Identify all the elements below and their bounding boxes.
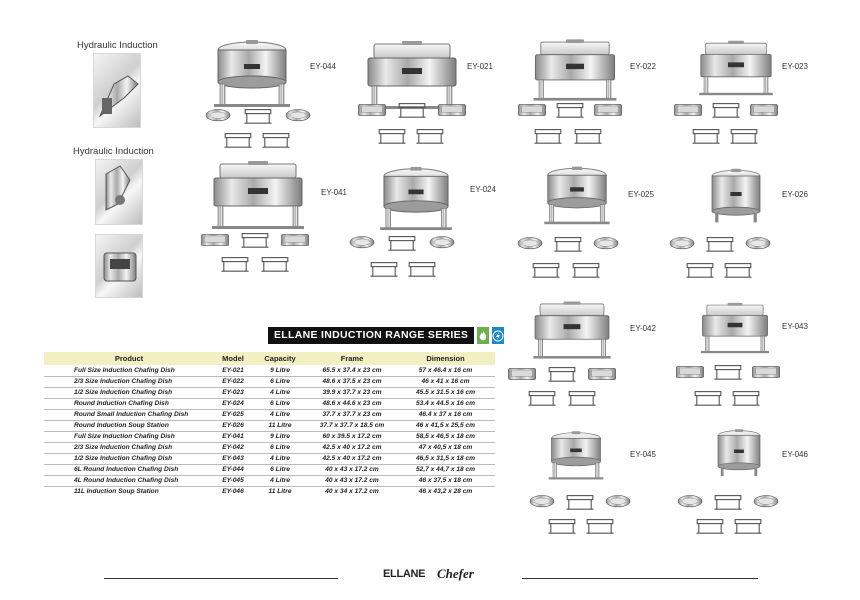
- part-frame-image: [552, 234, 584, 254]
- cell-model: EY-042: [214, 442, 252, 453]
- cell-product: 6L Round Induction Chafing Dish: [44, 464, 214, 475]
- cell-model: EY-044: [214, 464, 252, 475]
- chefer-logo: Chefer: [437, 566, 474, 581]
- part-pan-image: [592, 100, 624, 120]
- part-frame-image: [684, 260, 716, 280]
- part-frame-image: [219, 254, 251, 274]
- cell-capacity: 6 Litre: [252, 398, 308, 409]
- round-chafing-dish-image: [534, 160, 620, 230]
- cell-dimension: 46 x 37,5 x 18 cm: [396, 475, 495, 486]
- part-frame-image: [692, 388, 724, 408]
- part-pan-image: [356, 100, 388, 120]
- table-row: [44, 376, 495, 387]
- product-ey-041: [203, 160, 353, 280]
- table-row: [44, 409, 495, 420]
- part-frame-image: [728, 126, 760, 146]
- product-code: EY-024: [470, 185, 496, 194]
- part-pan-image: [586, 364, 618, 384]
- cell-capacity: 6 Litre: [252, 376, 308, 387]
- cell-capacity: 4 Litre: [252, 453, 308, 464]
- part-pan-image: [516, 100, 548, 120]
- table-header-row: [44, 352, 495, 365]
- cell-dimension: 57 x 46.4 x 16 cm: [396, 365, 495, 376]
- flame-leaf-icon: [477, 327, 489, 344]
- part-frame-image: [564, 492, 596, 512]
- product-code: EY-045: [630, 450, 656, 459]
- part-ring-image: [666, 234, 698, 254]
- part-frame-image: [732, 516, 764, 536]
- part-frame-image: [554, 100, 586, 120]
- cell-product: Round Small Induction Chafing Dish: [44, 409, 214, 420]
- cell-dimension: 46 x 43,2 x 28 cm: [418, 488, 473, 496]
- ellane-logo: ELLANE: [383, 568, 426, 580]
- part-ring-image: [526, 492, 558, 512]
- series-banner: [268, 327, 496, 344]
- part-ring-image: [674, 492, 706, 512]
- cell-model: EY-021: [214, 365, 252, 376]
- cell-model: EY-022: [214, 376, 252, 387]
- part-frame-image: [570, 260, 602, 280]
- cell-dimension: 46 x 41 x 16 cm: [396, 376, 495, 387]
- part-frame-image: [722, 260, 754, 280]
- part-frame-image: [239, 230, 271, 250]
- cell-product: Full Size Induction Chafing Dish: [44, 431, 214, 442]
- part-pan-image: [748, 100, 780, 120]
- product-code: EY-042: [630, 324, 656, 333]
- table-row: [44, 365, 495, 376]
- rect-chafing-dish-image: [530, 296, 614, 364]
- cell-capacity: 11 Litre: [252, 420, 308, 431]
- part-frame-image: [730, 388, 762, 408]
- cell-frame: 42.5 x 40 x 17.2 cm: [308, 442, 396, 453]
- product-ey-023: [696, 38, 846, 158]
- product-code: EY-021: [467, 62, 493, 71]
- product-ey-042: [530, 296, 680, 416]
- cell-frame: 40 x 43 x 17.2 cm: [308, 475, 396, 486]
- product-code: EY-022: [630, 62, 656, 71]
- induction-base-photo: [95, 234, 143, 298]
- rect-chafing-dish-image: [698, 296, 772, 360]
- table-row: [44, 475, 495, 486]
- cell-model: EY-023: [214, 387, 252, 398]
- round-chafing-dish-image: [202, 38, 302, 108]
- part-frame-image: [566, 388, 598, 408]
- cell-frame: 48.6 x 44.6 x 23 cm: [308, 398, 396, 409]
- part-pan-image: [506, 364, 538, 384]
- part-ring-image: [742, 234, 774, 254]
- part-pan-image: [750, 362, 782, 382]
- footer-divider-right: [522, 578, 758, 579]
- cell-dimension: 58,5 x 46,5 x 18 cm: [396, 431, 495, 442]
- part-ring-image: [750, 492, 782, 512]
- side-label-hydraulic-2: Hydraulic Induction: [73, 146, 154, 157]
- cell-frame: 37.7 x 37.7 x 23 cm: [308, 409, 396, 420]
- part-ring-image: [346, 233, 378, 253]
- table-row: [44, 453, 495, 464]
- cell-product: 2/3 Size Induction Chafing Dish: [44, 442, 214, 453]
- part-pan-image: [436, 100, 468, 120]
- cell-capacity: 6 Litre: [252, 442, 308, 453]
- product-code: EY-044: [310, 62, 336, 71]
- part-frame-image: [712, 492, 744, 512]
- table-row: [44, 420, 495, 431]
- part-frame-image: [546, 516, 578, 536]
- part-frame-image: [376, 126, 408, 146]
- cell-frame: 37.7 x 37.7 x 18.5 cm: [308, 420, 396, 431]
- header-dimension: Dimension: [396, 352, 495, 365]
- part-frame-image: [532, 126, 564, 146]
- part-frame-image: [396, 100, 428, 120]
- part-frame-image: [690, 126, 722, 146]
- part-frame-image: [526, 388, 558, 408]
- cell-model: EY-041: [214, 431, 252, 442]
- round-chafing-dish-image: [540, 422, 612, 488]
- cell-product: 4L Round Induction Chafing Dish: [44, 475, 214, 486]
- rect-chafing-dish-image: [530, 38, 620, 102]
- cell-product: 1/2 Size Induction Chafing Dish: [44, 387, 214, 398]
- header-model: Model: [214, 352, 252, 365]
- cell-product: 11L Induction Soup Station: [74, 488, 159, 496]
- cell-model: EY-026: [214, 420, 252, 431]
- cell-dimension: 53.4 x 44.5 x 16 cm: [396, 398, 495, 409]
- rect-chafing-dish-image: [203, 160, 313, 230]
- part-frame-image: [368, 259, 400, 279]
- table-row: [44, 387, 495, 398]
- part-pan-image: [672, 100, 704, 120]
- banner-title: ELLANE INDUCTION RANGE SERIES: [268, 327, 474, 344]
- cell-model: EY-024: [214, 398, 252, 409]
- induction-bolt-icon: [492, 327, 504, 344]
- header-frame: Frame: [308, 352, 396, 365]
- cell-product: 2/3 Size Induction Chafing Dish: [44, 376, 214, 387]
- product-ey-024: [366, 165, 516, 285]
- part-frame-image: [694, 516, 726, 536]
- cell-frame: 42.5 x 40 x 17.2 cm: [308, 453, 396, 464]
- product-code: EY-026: [782, 190, 808, 199]
- cell-frame: 60 x 39.5 x 17.2 cm: [308, 431, 396, 442]
- product-ey-025: [534, 160, 684, 280]
- soup-station-image: [704, 418, 774, 488]
- part-frame-image: [260, 130, 292, 150]
- part-frame-image: [710, 100, 742, 120]
- part-ring-image: [282, 106, 314, 126]
- cell-frame: 65.5 x 37.4 x 23 cm: [308, 365, 396, 376]
- table-row: [44, 442, 495, 453]
- part-frame-image: [584, 516, 616, 536]
- round-chafing-dish-image: [366, 165, 466, 231]
- header-product: Product: [44, 352, 214, 365]
- table-row: [44, 486, 495, 497]
- cell-model: EY-043: [214, 453, 252, 464]
- footer-divider-left: [104, 578, 338, 579]
- rect-chafing-dish-image: [696, 38, 776, 98]
- cell-product: Full Size Induction Chafing Dish: [44, 365, 214, 376]
- product-ey-026: [696, 160, 846, 280]
- part-pan-image: [674, 362, 706, 382]
- spec-table: [44, 352, 495, 497]
- part-ring-image: [602, 492, 634, 512]
- cell-capacity: 6 Litre: [252, 464, 308, 475]
- cell-product: Round Induction Soup Station: [44, 420, 214, 431]
- cell-capacity: 4 Litre: [252, 409, 308, 420]
- cell-dimension: 47 x 40,5 x 18 cm: [396, 442, 495, 453]
- hydraulic-hinge-photo-1: [93, 53, 141, 128]
- cell-frame: 40 x 34 x 17.2 cm: [325, 488, 379, 496]
- table-row: [44, 464, 495, 475]
- part-frame-image: [704, 234, 736, 254]
- cell-dimension: 52,7 x 44,7 x 18 cm: [396, 464, 495, 475]
- part-frame-image: [406, 259, 438, 279]
- soup-station-image: [696, 160, 776, 232]
- cell-dimension: 45.5 x 31.5 x 16 cm: [396, 387, 495, 398]
- product-ey-044: [202, 38, 352, 158]
- part-frame-image: [386, 233, 418, 253]
- part-frame-image: [546, 364, 578, 384]
- part-frame-image: [259, 254, 291, 274]
- product-ey-045: [540, 422, 690, 542]
- cell-frame: 39.9 x 37.7 x 23 cm: [308, 387, 396, 398]
- cell-dimension: 46.4 x 37 x 16 cm: [396, 409, 495, 420]
- cell-model: EY-025: [214, 409, 252, 420]
- cell-capacity: 4 Litre: [252, 387, 308, 398]
- part-ring-image: [590, 234, 622, 254]
- cell-frame: 40 x 43 x 17.2 cm: [308, 464, 396, 475]
- cell-frame: 48.6 x 37.5 x 23 cm: [308, 376, 396, 387]
- product-ey-022: [530, 38, 680, 158]
- part-ring-image: [426, 233, 458, 253]
- product-code: EY-043: [782, 322, 808, 331]
- part-frame-image: [572, 126, 604, 146]
- cell-model: EY-045: [214, 475, 252, 486]
- part-pan-image: [279, 230, 311, 250]
- cell-capacity: 9 Litre: [252, 365, 308, 376]
- part-ring-image: [514, 234, 546, 254]
- part-frame-image: [530, 260, 562, 280]
- cell-product: 1/2 Size Induction Chafing Dish: [44, 453, 214, 464]
- cell-capacity: 4 Litre: [252, 475, 308, 486]
- cell-dimension: 46 x 41,5 x 25,5 cm: [396, 420, 495, 431]
- product-code: EY-023: [782, 62, 808, 71]
- product-ey-043: [698, 296, 848, 416]
- hydraulic-hinge-photo-2: [95, 159, 143, 225]
- product-ey-021: [362, 40, 512, 160]
- part-frame-image: [242, 106, 274, 126]
- cell-model: EY-046: [222, 488, 244, 496]
- part-frame-image: [414, 126, 446, 146]
- side-label-hydraulic-1: Hydraulic Induction: [77, 40, 158, 51]
- product-code: EY-046: [782, 450, 808, 459]
- table-row: [44, 398, 495, 409]
- product-ey-046: [704, 418, 854, 538]
- header-capacity: Capacity: [252, 352, 308, 365]
- part-frame-image: [712, 362, 744, 382]
- cell-product: Round Induction Chafing Dish: [44, 398, 214, 409]
- product-code: EY-041: [321, 188, 347, 197]
- cell-dimension: 46,5 x 31,5 x 18 cm: [396, 453, 495, 464]
- table-row: [44, 431, 495, 442]
- cell-capacity: 11 Litre: [268, 488, 292, 496]
- part-frame-image: [222, 130, 254, 150]
- part-pan-image: [202, 106, 234, 126]
- cell-capacity: 9 Litre: [252, 431, 308, 442]
- part-pan-image: [199, 230, 231, 250]
- product-code: EY-025: [628, 190, 654, 199]
